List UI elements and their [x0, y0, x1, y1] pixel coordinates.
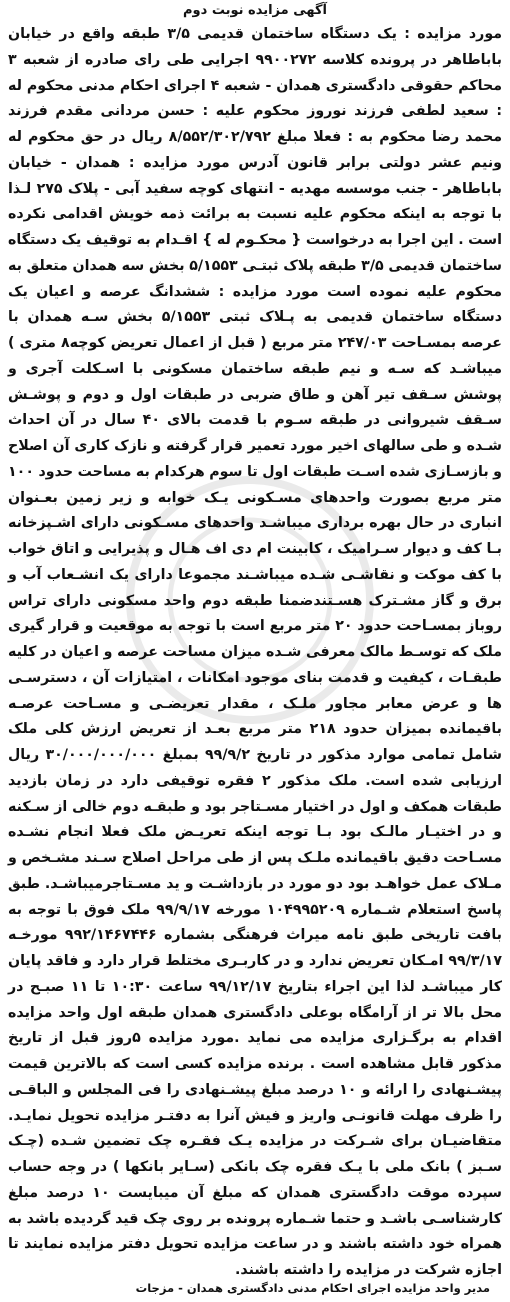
notice-body: مورد مزایده : یک دستگاه ساختمان قدیمی ۳/۵ طبقه واقع در خیابان باباطاهر در پرونده کلاسه ۹۹۰۰۲۷۲ اجرایی طی رای صادره از شعبه ۳ محاکم حقوقی دادگستری همدان - شعبه ۴ اجرای احکام مدنی محکوم له : سعید لطفی فرزند نوروز محکوم علیه : حسن مردانی مقدم فرزند محمد رضا محکوم به : فعلا مبلغ ۸/۵۵۲/۳۰۲/۷۹۲ ریال در حق محکوم له ونیم عشر دولتی برابر قانون آدرس مورد مزایده : همدان - خیابان باباطاهر - جنب موسسه مهدیه - انتهای کوچه سفید آبی - پلاک ۲۷۵ لـذا با توجه به اینکه محکوم علیه نسبت به برائت ذمه خویش اقدامی نکرده است . این اجرا به درخواست { محکـوم له } اقـدام به توقیف یک دستگاه ساختمان قدیمی ۳/۵ طبقه پلاک ثبتـی ۵/۱۵۵۳ بخش سه همدان متعلق به محکوم علیه نموده است مورد مزایده : ششدانگ عرصه و اعیان یک دستگاه ساختمان قدیمی به پـلاک ثبتی ۵/۱۵۵۳ بخش سـه همدان با عرصه بمسـاحت ۲۴۷/۰۳ متر مربع ( قبل از اعمال تعریض کوچه۸ متری ) میباشـد که سـه و نیم طبقه ساختمان مسکونی با اسـکلت آجری و پوشش سـقف تیر آهن و طاق ضربی در طبقات اول و دوم و پوشـش سـقف شیروانی در طبقه سـوم با قدمت بالای ۴۰ سال در آن احداث شـده و طی سالهای اخیر مورد تعمیر قرار گرفته و نازک کاری آن اصلاح و بازسـازی شده اسـت طبقات اول تا سوم هرکدام به مساحت حدود ۱۰۰ متر مربع بصورت واحدهای مسـکونی یـک خوابه و زیر زمین بعـنوان انباری در حال بهره برداری میباشـد واحدهای مسـکونی دارای اشـپزخانه بـا کف و دیوار سـرامیک ، کابینت ام دی اف هـال و پذیرایی و اتاق خواب با کف موکت و نقاشـی شـده میباشـند مجموعا دارای یک انشـعاب آب و برق و گاز مشـترک هسـتندضمنا طبقه دوم واحد مسکونی دارای تراس روباز بمسـاحت حدود ۲۰ متر مربع است با توجه به موقعیت و قرار گیری ملک که توسـط مالک معرفی شـده میزان مساحت عرصه و اعیان در کلیه طبقـات ، کیفیت و قدمت بنای موجود امکانات ، امتیازات آن ، دسترسـی ها و عرض معابر مجاور ملـک ، مقدار تعریضـی و مسـاحت عرصـه باقیمانده بمیزان حدود ۲۱۸ متر مربع بعـد از تعریض ارزش کلی ملک شامل تمامی موارد مذکور در تاریخ ۹۹/۹/۲ بمبلغ ۳۰/۰۰۰/۰۰۰/۰۰۰ ریال ارزیابی شده است. ملک مذکور ۲ فقره توقیفی دارد در زمان بازدید طبقات همکف و اول در اختیار مسـتاجر بود و طبقـه دوم خالی از سـکنه و در اختیـار مالـک بود بـا توجه اینکه تعریـض ملک فعلا انجام نشـده مسـاحت دقیق باقیمانده ملـک پس از طی مراحل اصلاح سـند مشـخص و مـلاک عمل خواهـد بود دو مورد در بازداشـت و ید مسـتاجرمیباشـد. طبق پاسخ استعلام شـماره ۱۰۴۹۹۵۲۰۹ مورخه ۹۹/۹/۱۷ ملک فوق با توجه به بافت تاریخی طبق نامه میراث فرهنگی بشماره ۹۹۲/۱۴۶۷۴۴۶ مورخـه ۹۹/۳/۱۷ امـکان تعریض ندارد و در کاربـری مختلط قرار دارد و فاقد پایان کار میباشـد لذا این اجراء بتاریخ ۹۹/۱۲/۱۷ ساعت ۱۰:۳۰ تا ۱۱ صبـح در محل بالا تر از آرامگاه بوعلی دادگستری همدان طبقه اول واحد مزایده اقدام به برگـزاری مزایده می نماید .مورد مزایده ۵روز قبل از تاریخ مذکور قابل مشاهده است . برنده مزایده کسی است که بالاترین قیمت پیشـنهادی را ارائه و ۱۰ درصد مبلغ پیشـنهادی را فی المجلس و الباقـی را ظرف مهلت قانونـی واریز و فیش آنرا به دفتـر مزایده تحویل نمایـد. متقاضیـان برای شـرکت در مزایده یـک فقـره چک تضمین شـده (چـک سـبز ) بانک ملی با یـک فقره چک بانکی (سـایر بانکها ) در وجه حساب سپرده موقت دادگستری همدان که مبلغ آن میبایست ۱۰ درصد مبلغ کارشناسـی باشـد و حتما شـماره پرونده بر روی چک قید گردیده باشد به همراه خود داشته باشند و در ساعت مزایده تحویل دفتر مزایده نمایند تا اجازه شرکت در مزایده را داشته باشند. [8, 26, 503, 1278]
notice-title: آگهی مزایده نوبت دوم [183, 3, 327, 18]
notice-signature: مدیر واحد مزایده اجرای احکام مدنی دادگستری همدان - مزجات [135, 1281, 490, 1295]
